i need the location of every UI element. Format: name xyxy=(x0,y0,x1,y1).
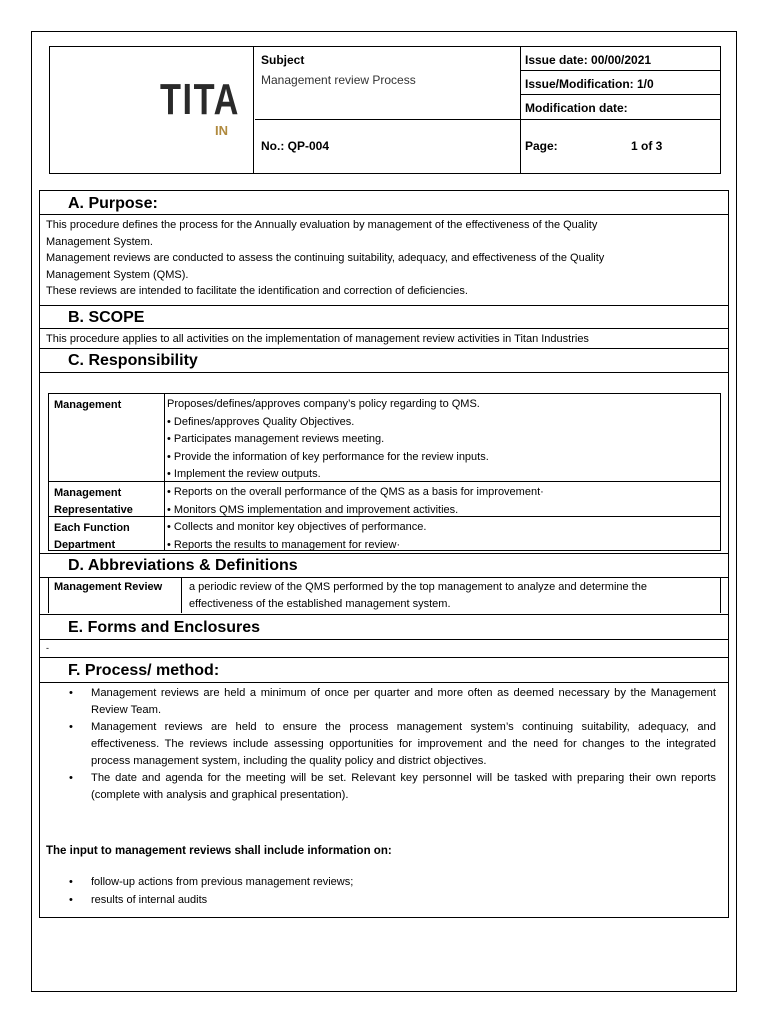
forms-text: - xyxy=(46,643,49,653)
abbreviations-table xyxy=(48,577,721,613)
duty-item: Proposes/defines/approves company’s policy regarding to QMS. xyxy=(167,398,480,410)
responsibility-heading: C. Responsibility xyxy=(40,348,728,373)
duty-item: • Provide the information of key performance for the review inputs. xyxy=(167,450,489,463)
process-item-text: The date and agenda for the meeting will be set. Relevant key personnel will be tasked with preparing their own reports (complete with analysis and graphical presentation). xyxy=(91,772,716,801)
purpose-text xyxy=(46,217,722,300)
process-item-text: Management reviews are held to ensure the process management system’s continuing suitability, adequacy, and effectiveness. The reviews include assessing opportunities for improvement and the need for changes to the integrated process management system, including the quality policy and district objectives. xyxy=(91,721,716,767)
bullet-icon: • xyxy=(69,876,73,888)
table-row xyxy=(49,517,720,550)
list-item xyxy=(46,770,716,804)
modification-date: Modification date: xyxy=(525,101,628,115)
bullet-icon: • xyxy=(69,894,73,906)
role-cell: Management Representative xyxy=(49,482,165,516)
duties-cell xyxy=(167,394,489,484)
purpose-line: Management reviews are conducted to assess the continuing suitability, adequacy, and effectiveness of the Quality xyxy=(46,252,605,264)
bullet-icon: • xyxy=(69,687,73,699)
issue-modification: Issue/Modification: 1/0 xyxy=(521,71,721,95)
duties-cell xyxy=(167,517,426,554)
purpose-line: Management System (QMS). xyxy=(46,268,189,281)
role-cell: Management xyxy=(49,394,165,481)
duty-item: • Collects and monitor key objectives of performance. xyxy=(167,521,427,533)
page-number: 1 of 3 xyxy=(631,139,663,153)
issue-date: Issue date: 00/00/2021 xyxy=(521,47,721,71)
role-cell: Each Function Department xyxy=(49,517,165,550)
document-number: No.: QP-004 xyxy=(261,139,330,153)
inputs-list xyxy=(46,873,716,909)
input-item-text: follow-up actions from previous management reviews; xyxy=(91,876,354,888)
cell-divider xyxy=(181,577,182,613)
purpose-heading: A. Purpose: xyxy=(40,191,728,215)
responsibility-table xyxy=(48,393,721,551)
process-list xyxy=(46,685,716,804)
purpose-line: Management System. xyxy=(46,235,153,248)
bullet-icon: • xyxy=(69,772,73,784)
definition-cell: a periodic review of the QMS performed by the top management to analyze and determine the effectiveness of the established management system. xyxy=(189,581,647,610)
table-row xyxy=(49,482,720,517)
duty-item: • Monitors QMS implementation and improvement activities. xyxy=(167,503,459,516)
duty-item: • Defines/approves Quality Objectives. xyxy=(167,415,355,428)
duty-item: • Participates management reviews meeting. xyxy=(167,433,385,445)
process-heading: F. Process/ method: xyxy=(40,657,728,683)
list-item xyxy=(46,719,716,770)
duties-cell xyxy=(167,482,544,519)
list-item xyxy=(46,873,716,891)
term-cell: Management Review xyxy=(54,581,163,593)
company-logo xyxy=(50,47,254,173)
page-label: Page: xyxy=(525,139,558,153)
scope-heading: B. SCOPE xyxy=(40,305,728,329)
table-row xyxy=(49,394,720,482)
document-body xyxy=(39,190,729,918)
logo-subtext: IN xyxy=(215,123,228,138)
document-header xyxy=(49,46,721,174)
bullet-icon: • xyxy=(69,721,73,733)
abbreviations-heading: D. Abbreviations & Definitions xyxy=(40,553,728,578)
logo-text: TITA xyxy=(160,75,240,124)
list-item xyxy=(46,685,716,719)
purpose-line: These reviews are intended to facilitate the identification and correction of deficiencies. xyxy=(46,285,468,297)
inputs-heading: The input to management reviews shall include information on: xyxy=(46,845,392,857)
input-item-text: results of internal audits xyxy=(91,894,208,906)
subject-value: Management review Process xyxy=(261,73,416,87)
list-item xyxy=(46,891,716,909)
subject-label: Subject xyxy=(261,53,305,67)
duty-item: • Reports on the overall performance of the QMS as a basis for improvement· xyxy=(167,486,544,498)
page-info xyxy=(521,120,721,173)
forms-heading: E. Forms and Enclosures xyxy=(40,614,728,640)
scope-text: This procedure applies to all activities on the implementation of management review activities in Titan Industries xyxy=(46,333,589,345)
duty-item: • Implement the review outputs. xyxy=(167,468,321,480)
purpose-line: This procedure defines the process for the Annually evaluation by management of the effectiveness of the Quality xyxy=(46,219,598,231)
process-item-text: Management reviews are held a minimum of once per quarter and more often as deemed necessary by the Management Review Team. xyxy=(91,687,716,716)
duty-item: • Reports the results to management for review· xyxy=(167,538,401,551)
